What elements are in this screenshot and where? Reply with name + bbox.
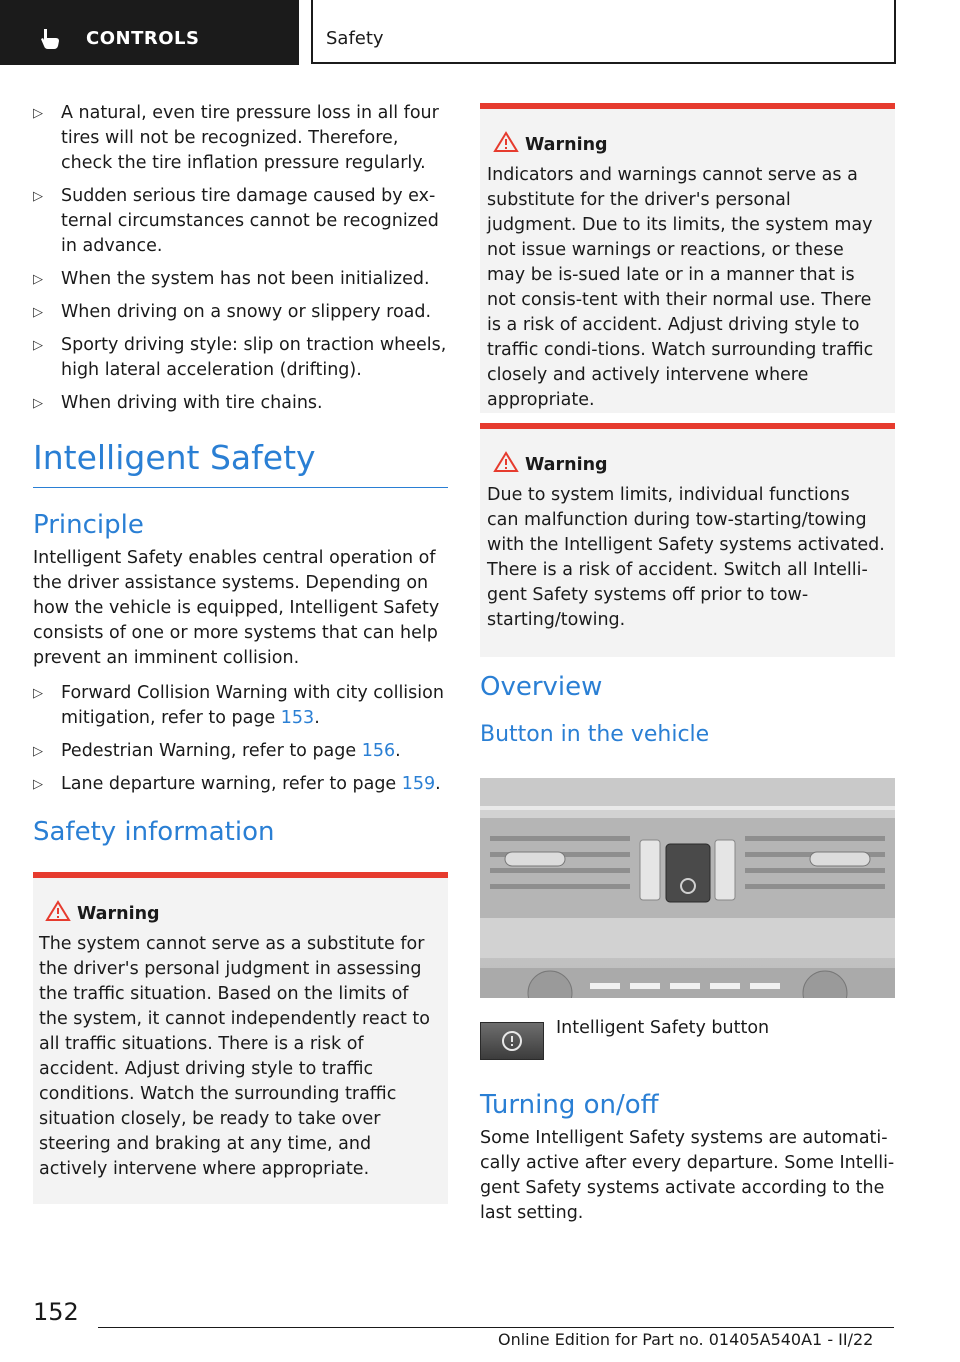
triangle-bullet-icon: ▷ [33, 396, 43, 411]
intelligent-safety-icon [481, 1023, 543, 1059]
header-chapter-title: Safety [326, 28, 384, 49]
page-link[interactable]: 159 [401, 774, 436, 794]
list-item: ▷ When driving with tire chains. [33, 391, 448, 416]
turning-section [480, 1090, 895, 1226]
list-item: ▷ Sporty driving style: slip on traction wheels, high lateral acceleration (drifting). [33, 335, 447, 380]
turning-text: Some Intelligent Safety systems are automati-cally active after every departure. Some Intelli-gent Safety systems activate according to the last setting. [480, 1128, 895, 1223]
warning-triangle-icon [493, 451, 519, 473]
section-title-intelligent-safety: Intelligent Safety [33, 438, 316, 477]
list-item: ▷ Forward Collision Warning with city collision mitigation, refer to page 153. [33, 683, 444, 728]
limits-list [33, 101, 448, 416]
turning-on-off-title: Turning on/off [480, 1090, 659, 1120]
list-item: ▷ Pedestrian Warning, refer to page 156. [33, 739, 448, 764]
footer-edition: Online Edition for Part no. 01405A540A1 - II/22 [498, 1330, 874, 1349]
button-in-vehicle-title: Button in the vehicle [480, 722, 710, 747]
page-link[interactable]: 153 [280, 708, 315, 728]
list-item: ▷ Lane departure warning, refer to page 159. [33, 772, 448, 797]
right-column [480, 672, 895, 747]
page-number: 152 [33, 1298, 79, 1326]
triangle-bullet-icon: ▷ [33, 744, 43, 759]
triangle-bullet-icon: ▷ [33, 189, 43, 204]
warning-triangle-icon [45, 900, 71, 922]
triangle-bullet-icon: ▷ [33, 686, 43, 701]
warning-title: Warning [39, 904, 440, 924]
systems-list [33, 681, 448, 797]
warning-text: The system cannot serve as a substitute for the driver's personal judgment in assessing the traffic situation. Based on the limits of the system, it cannot independently react to all traffic situations. There is a risk of accident. Adjust driving style to traffic conditions. Watch the surrounding traffic situation closely, be ready to take over steering and braking at any time, and actively intervene where appropriate. [39, 934, 430, 1179]
warning-text: Indicators and warnings cannot serve as a substitute for the driver's personal judgment. Due to its limits, the system may not issue warnings or reactions, or these may be is-sued late or in a manner that is not consis-tent with their normal use. There is a risk of accident. Adjust driving style to traffic condi-tions. Watch surrounding traffic closely and actively intervene where appropriate. [487, 165, 874, 410]
warning-triangle-icon [493, 131, 519, 153]
section-rule [33, 487, 448, 488]
header-section-tab [0, 0, 299, 65]
list-item: ▷ When driving on a snowy or slippery road. [33, 300, 448, 325]
warning-box-right-1 [480, 103, 895, 413]
warning-box-right-2 [480, 423, 895, 657]
triangle-bullet-icon: ▷ [33, 777, 43, 792]
safety-information-title: Safety information [33, 817, 275, 847]
overview-title: Overview [480, 672, 603, 702]
button-caption: Intelligent Safety button [556, 1018, 770, 1038]
hand-pointer-icon [38, 27, 62, 51]
warning-title: Warning [487, 455, 885, 475]
warning-title: Warning [487, 135, 885, 155]
triangle-bullet-icon: ▷ [33, 338, 43, 353]
intelligent-safety-button-image [480, 1022, 544, 1060]
triangle-bullet-icon: ▷ [33, 106, 43, 121]
list-item: ▷ When the system has not been initialized. [33, 267, 448, 292]
list-item: ▷ A natural, even tire pressure loss in all four tires will not be recognized. Therefore, check the tire inflation pressure regularly. [33, 103, 439, 173]
list-item: ▷ Sudden serious tire damage caused by ex-ternal circumstances cannot be recognized in advance. [33, 186, 439, 256]
header-section-title: CONTROLS [86, 28, 200, 49]
triangle-bullet-icon: ▷ [33, 272, 43, 287]
page-link[interactable]: 156 [361, 741, 396, 761]
principle-text: Intelligent Safety enables central operation of the driver assistance systems. Depending on how the vehicle is equipped, Intelligent Safety consists of one or more systems that can help prevent an imminent collision. [33, 548, 440, 668]
left-column [33, 101, 448, 847]
warning-box-left [33, 872, 448, 1204]
footer-rule [98, 1327, 894, 1328]
principle-title: Principle [33, 510, 144, 540]
header-chapter-box [311, 0, 896, 64]
triangle-bullet-icon: ▷ [33, 305, 43, 320]
dashboard-photo [480, 778, 895, 998]
warning-text: Due to system limits, individual functions can malfunction during tow-starting/towing with the Intelligent Safety systems activated. There is a risk of accident. Switch all Intelli-gent Safety systems off prior to tow-starting/towing. [487, 485, 885, 630]
